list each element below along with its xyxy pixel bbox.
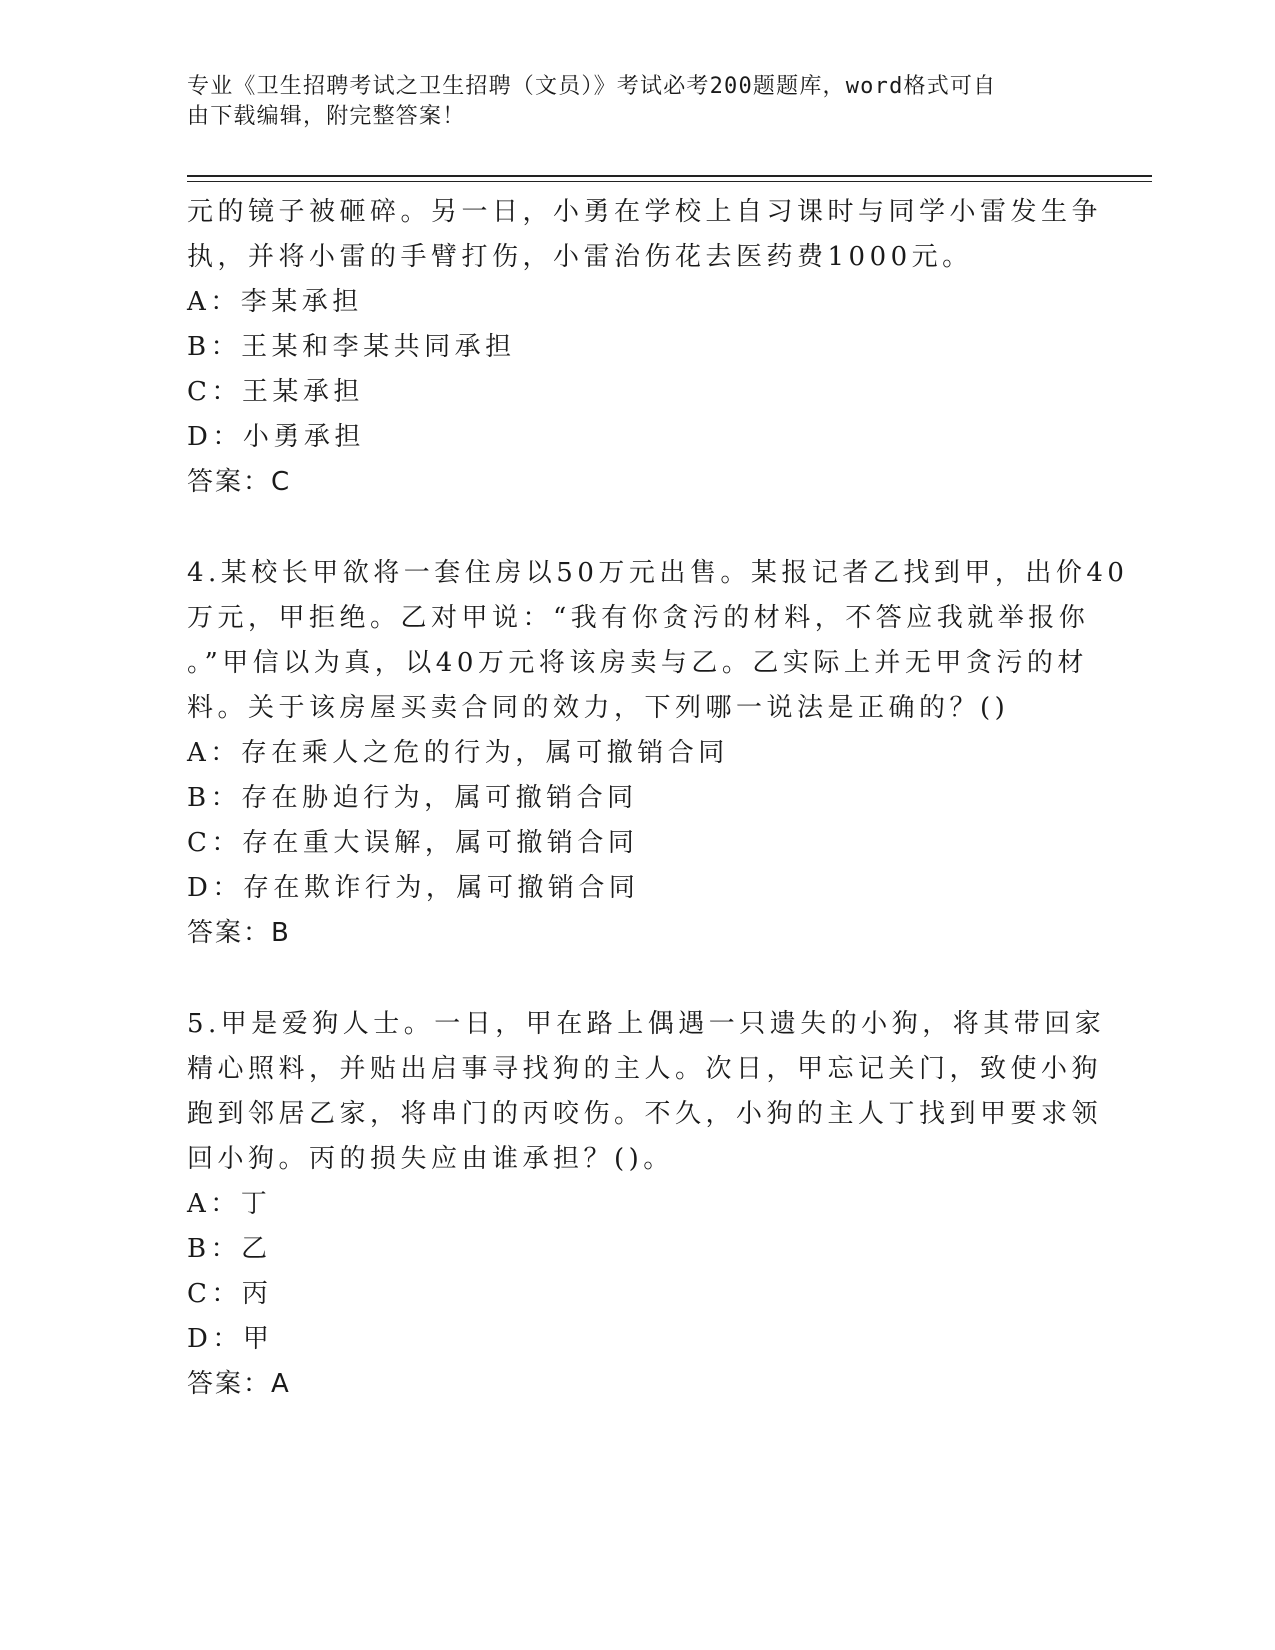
option-c: C：存在重大误解，属可撤销合同 [187,828,639,858]
question-stem-line: 跑到邻居乙家，将串门的丙咬伤。不久，小狗的主人丁找到甲要求领 [187,1099,1103,1129]
option-a: A：李某承担 [187,287,363,317]
option-a: A：丁 [187,1189,272,1219]
option-b: B：存在胁迫行为，属可撤销合同 [187,783,638,813]
option-d: D：甲 [187,1324,274,1354]
header-divider-thin [187,181,1152,182]
question-stem-line: 回小狗。丙的损失应由谁承担？()。 [187,1144,674,1174]
header-line-1: 专业《卫生招聘考试之卫生招聘（文员）》考试必考200题题库，word格式可自 [187,74,997,99]
question-4 [187,551,1129,956]
answer-line: 答案：B [187,918,291,948]
option-d: D：小勇承担 [187,422,365,452]
question-stem-line: 元的镜子被砸碎。另一日，小勇在学校上自习课时与同学小雷发生争 [187,197,1103,227]
option-c: C：王某承担 [187,377,364,407]
option-b: B：乙 [187,1234,272,1264]
question-stem-line: 4.某校长甲欲将一套住房以50万元出售。某报记者乙找到甲，出价40 [187,558,1129,588]
header-divider-thick [187,175,1152,177]
document-header [187,72,1067,132]
option-c: C：丙 [187,1279,273,1309]
question-5 [187,1002,1106,1407]
option-d: D：存在欺诈行为，属可撤销合同 [187,873,640,903]
question-list [187,190,1129,1407]
option-a: A：存在乘人之危的行为，属可撤销合同 [187,738,729,768]
question-spacer [187,505,1087,551]
question-3 [187,190,1103,505]
option-b: B：王某和李某共同承担 [187,332,516,362]
question-stem-line: 执，并将小雷的手臂打伤，小雷治伤花去医药费1000元。 [187,242,973,272]
header-line-2: 由下载编辑，附完整答案！ [187,104,466,129]
question-stem-line: 5.甲是爱狗人士。一日，甲在路上偶遇一只遗失的小狗，将其带回家 [187,1009,1106,1039]
answer-line: 答案：C [187,467,292,497]
question-stem-line: 万元，甲拒绝。乙对甲说：“我有你贪污的材料，不答应我就举报你 [187,603,1090,633]
question-stem-line: 精心照料，并贴出启事寻找狗的主人。次日，甲忘记关门，致使小狗 [187,1054,1103,1084]
question-stem-line: 料。关于该房屋买卖合同的效力，下列哪一说法是正确的？() [187,693,1010,723]
question-spacer [187,956,1087,1002]
question-stem-line: 。”甲信以为真，以40万元将该房卖与乙。乙实际上并无甲贪污的材 [187,648,1088,678]
answer-line: 答案：A [187,1369,291,1399]
